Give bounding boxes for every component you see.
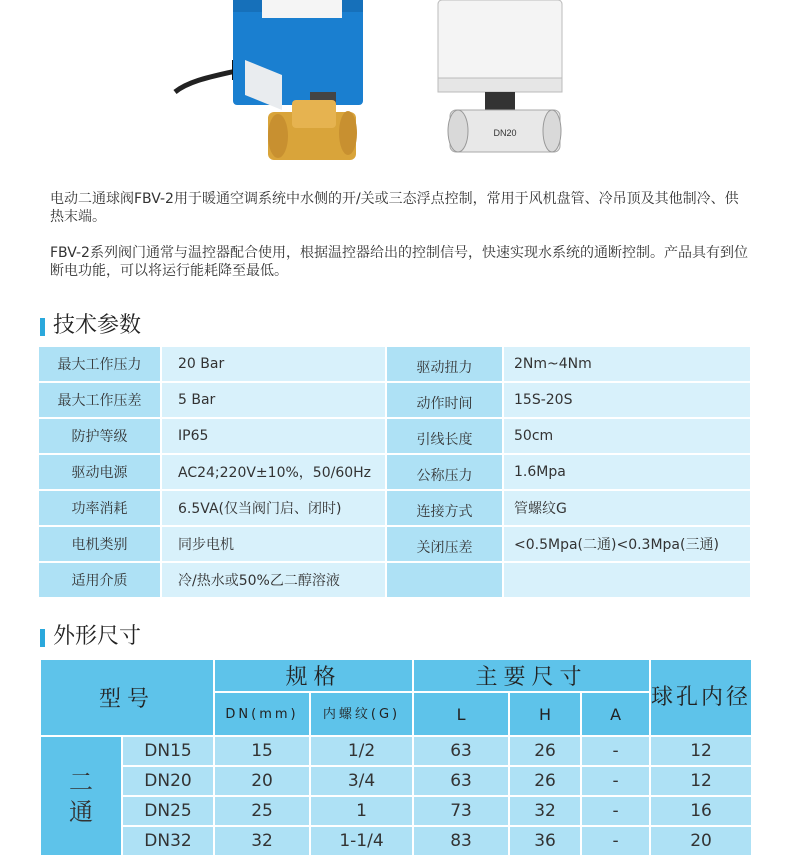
tech-params-row [39, 455, 750, 491]
cell-dn: 15 [214, 736, 310, 766]
param-label: 最大工作压差 [39, 383, 162, 419]
param-label [387, 563, 504, 599]
param-value: AC24;220V±10%，50/60Hz [162, 455, 387, 491]
valve-size-label: DN20 [493, 128, 517, 138]
param-label: 适用介质 [39, 563, 162, 599]
product-images [0, 0, 790, 185]
cell-hole: 12 [650, 766, 752, 796]
cell-dn: 32 [214, 826, 310, 856]
table-row [40, 826, 752, 856]
cell-L: 83 [413, 826, 509, 856]
param-label: 防护等级 [39, 419, 162, 455]
param-value [504, 563, 750, 599]
param-value: 15S-20S [504, 383, 750, 419]
param-label: 电机类别 [39, 527, 162, 563]
param-value: 6.5VA(仅当阀门启、闭时) [162, 491, 387, 527]
tech-params-row [39, 383, 750, 419]
table-row [40, 766, 752, 796]
table-row [40, 736, 752, 766]
intro-paragraph-2: FBV-2系列阀门通常与温控器配合使用，根据温控器给出的控制信号，快速实现水系统的通断控制。产品具有到位断电功能，可以将运行能耗降至最低。 [50, 245, 748, 279]
cell-dn: 25 [214, 796, 310, 826]
cell-g: 1-1/4 [310, 826, 413, 856]
tech-params-row [39, 347, 750, 383]
tech-params-row [39, 491, 750, 527]
param-label: 驱动扭力 [387, 347, 504, 383]
tech-params-row [39, 419, 750, 455]
cell-H: 36 [509, 826, 581, 856]
param-value: 同步电机 [162, 527, 387, 563]
cell-g: 1 [310, 796, 413, 826]
cell-H: 32 [509, 796, 581, 826]
header-main-dimensions: 主要尺寸 [413, 659, 650, 692]
header-H: H [509, 692, 581, 736]
cell-L: 63 [413, 736, 509, 766]
cell-model: DN32 [122, 826, 214, 856]
cell-A: - [581, 796, 650, 826]
param-label: 功率消耗 [39, 491, 162, 527]
param-label: 动作时间 [387, 383, 504, 419]
header-A: A [581, 692, 650, 736]
param-value: <0.5Mpa(二通)<0.3Mpa(三通) [504, 527, 750, 563]
header-thread: 内螺纹(G) [310, 692, 413, 736]
param-value: 20 Bar [162, 347, 387, 383]
param-value: 冷/热水或50%乙二醇溶液 [162, 563, 387, 599]
cell-model: DN15 [122, 736, 214, 766]
param-value: 管螺纹G [504, 491, 750, 527]
cell-L: 63 [413, 766, 509, 796]
header-model: 型号 [40, 659, 214, 736]
param-label: 驱动电源 [39, 455, 162, 491]
cell-hole: 20 [650, 826, 752, 856]
group-label [40, 736, 122, 856]
param-label: 连接方式 [387, 491, 504, 527]
param-value: 50cm [504, 419, 750, 455]
cell-dn: 20 [214, 766, 310, 796]
param-value: 5 Bar [162, 383, 387, 419]
cell-L: 73 [413, 796, 509, 826]
cell-A: - [581, 826, 650, 856]
intro-paragraph-1: 电动二通球阀FBV-2用于暖通空调系统中水侧的开/关或三态浮点控制，常用于风机盘管、冷吊顶及其他制冷、供热末端。 [50, 191, 739, 225]
param-value: 2Nm~4Nm [504, 347, 750, 383]
dimensions-title: 外形尺寸 [40, 624, 141, 650]
header-spec: 规格 [214, 659, 413, 692]
param-label: 最大工作压力 [39, 347, 162, 383]
header-hole-diameter: 球孔内径 [650, 659, 752, 736]
header-L: L [413, 692, 509, 736]
cell-hole: 12 [650, 736, 752, 766]
tech-params-row [39, 527, 750, 563]
dimensions-table [39, 658, 753, 857]
table-row [40, 796, 752, 826]
cell-g: 1/2 [310, 736, 413, 766]
param-label: 公称压力 [387, 455, 504, 491]
cell-model: DN25 [122, 796, 214, 826]
tech-params-title: 技术参数 [40, 313, 141, 339]
white-actuator-valve-image [430, 0, 570, 160]
param-label: 关闭压差 [387, 527, 504, 563]
group-label-text: 二通 [69, 768, 93, 826]
header-dn: DN(mm) [214, 692, 310, 736]
cell-hole: 16 [650, 796, 752, 826]
cell-H: 26 [509, 766, 581, 796]
cell-H: 26 [509, 736, 581, 766]
param-label: 引线长度 [387, 419, 504, 455]
tech-params-table [39, 347, 750, 599]
tech-params-row [39, 563, 750, 599]
cell-g: 3/4 [310, 766, 413, 796]
cell-A: - [581, 736, 650, 766]
param-value: 1.6Mpa [504, 455, 750, 491]
cell-model: DN20 [122, 766, 214, 796]
param-value: IP65 [162, 419, 387, 455]
cell-A: - [581, 766, 650, 796]
blue-actuator-valve-image [170, 0, 370, 170]
